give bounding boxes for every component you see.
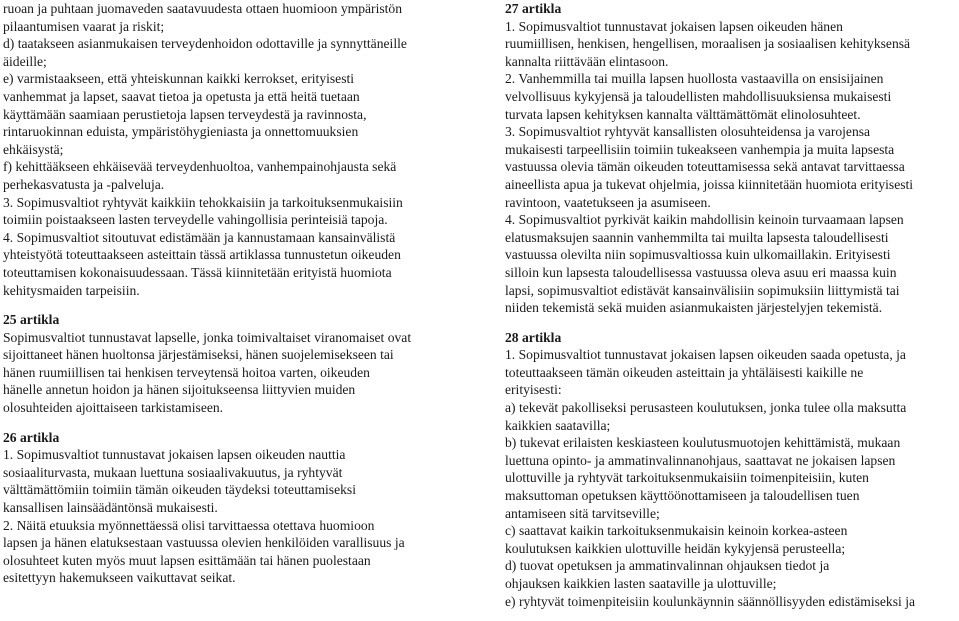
right-text-line: c) saattavat kaikin tarkoituksenmukaisin keinoin korkea-asteen [505, 523, 848, 539]
right-text-line: maksuttoman opetuksen käyttöönottamiseen ja taloudellisen tuen [505, 488, 860, 504]
left-text-line: esitettyyn hakemukseen vaikuttavat seikat. [3, 570, 236, 586]
left-text-line: 3. Sopimusvaltiot ryhtyvät kaikkiin tehokkaisiin ja tarkoituksenmukaisiin [3, 194, 403, 210]
paragraph-gap [3, 299, 455, 311]
right-text-line: luettuna opinto- ja ammatinvalinnanohjaus, saattavat ne jokaisen lapsen [505, 452, 896, 468]
left-text-line: e) varmistaakseen, että yhteiskunnan kaikki kerrokset, erityisesti [3, 71, 355, 87]
article-heading: 27 artikla [505, 1, 562, 16]
left-text-line: lapsen ja hänen elatuksestaan vastuussa olevien henkilöiden varallisuus ja [3, 535, 405, 551]
left-text-line: toteuttamisen kokonaisuudessaan. Tässä kiinnitetään erityistä huomiota [3, 264, 392, 280]
left-text-line: 1. Sopimusvaltiot tunnustavat jokaisen lapsen oikeuden nauttia [3, 447, 346, 463]
left-text-line: d) taatakseen asianmukaisen terveydenhoidon odottaville ja synnyttäneille [3, 36, 407, 52]
left-text-line: sosiaaliturvasta, mukaan luettuna sosiaalivakuutus, ja ryhtyvät [3, 464, 343, 480]
right-text-line: 3. Sopimusvaltiot ryhtyvät kansallisten olosuhteidensa ja varojensa [505, 124, 871, 140]
right-text-line: antamiseen sitä tarvitseville; [505, 505, 660, 521]
paragraph-gap [505, 317, 957, 329]
right-text-line: silloin kun lapsesta taloudellisessa vastuussa oleva asuu eri maassa kuin [505, 264, 897, 280]
left-text-line: 4. Sopimusvaltiot sitoutuvat edistämään ja kannustamaan kansainvälistä [3, 229, 396, 245]
right-text-line: kaikkien saatavilla; [505, 417, 611, 433]
right-text-line: erityisesti: [505, 382, 562, 398]
right-text-line: 2. Vanhemmilla tai muilla lapsen huollosta vastaavilla on ensisijainen [505, 71, 884, 87]
paragraph-gap [3, 417, 455, 429]
right-text-line: ulottuville ja ryhtyvät tarkoituksenmukaisiin toimenpiteisiin, kuten [505, 470, 869, 486]
right-text-line: velvollisuus kykyjensä ja taloudellisten mahdollisuuksiensa mukaisesti [505, 88, 892, 104]
left-text-line: ruoan ja puhtaan juomaveden saatavuudesta ottaen huomioon ympäristön [3, 1, 403, 16]
article-heading: 25 artikla [3, 312, 60, 328]
left-text-line: kansallisen lainsäädäntönsä mukaisesti. [3, 500, 218, 516]
left-text-line: olosuhteet kuten myös muut lapsen esittämään tai hänen puolestaan [3, 552, 371, 568]
left-text-line: käyttämään saamiaan perustietoja lapsen terveydestä ja ravinnosta, [3, 106, 367, 122]
right-text-line: 4. Sopimusvaltiot pyrkivät kaikin mahdollisin keinoin turvaamaan lapsen [505, 212, 904, 228]
left-column [3, 0, 455, 587]
right-text-line: e) ryhtyvät toimenpiteisiin koulunkäynnin säännöllisyyden edistämiseksi ja [505, 593, 916, 609]
right-text-line: elatusmaksujen saannin vanhemmilta tai muilta lapsesta taloudellisesti [505, 229, 889, 245]
right-text-line: vastuussa olevilta niin sopimusvaltiossa kuin ulkomaillakin. Erityisesti [505, 247, 891, 263]
left-text-line: hänen ruumiillisen tai henkisen terveytensä hoitoa varten, oikeuden [3, 364, 370, 380]
right-text-line: vastuussa olevia tämän oikeuden toteuttamisessa sekä antavat tarvittaessa [505, 159, 905, 175]
right-text-line: turvata lapsen kehityksen kannalta välttämättömät elinolosuhteet. [505, 106, 861, 122]
left-text-line: vanhemmat ja lapset, saavat tietoa ja opetusta ja että heitä tuetaan [3, 88, 360, 104]
left-text-line: yhteistyötä toteuttaakseen asteittain tässä artiklassa tunnustetun oikeuden [3, 247, 401, 263]
right-column [505, 0, 957, 610]
right-text-line: koulutuksen kaikkien ulottuville heidän kykyjensä perusteella; [505, 540, 846, 556]
left-text-line: olosuhteiden ajoittaiseen tarkistamiseen. [3, 400, 224, 416]
left-text-line: kehitysmaiden tarpeisiin. [3, 282, 140, 298]
left-text-line: Sopimusvaltiot tunnustavat lapselle, jonka toimivaltaiset viranomaiset ovat [3, 329, 412, 345]
left-text-line: perhekasvatusta ja -palveluja. [3, 176, 165, 192]
right-text-line: niiden tekemistä sekä muiden asianmukaisten järjestelyjen tekemistä. [505, 300, 883, 316]
left-text-line: hänelle annetun hoidon ja hänen sijoitukseensa liittyvien muiden [3, 382, 356, 398]
right-text-line: 1. Sopimusvaltiot tunnustavat jokaisen lapsen oikeuden hänen [505, 18, 843, 34]
left-text-line: 2. Näitä etuuksia myönnettäessä olisi tarvittaessa otettava huomioon [3, 517, 375, 533]
right-text-line: a) tekevät pakolliseksi perusasteen koulutuksen, jonka tulee olla maksutta [505, 400, 907, 416]
left-text-line: f) kehittääkseen ehkäisevää terveydenhuoltoa, vanhempainohjausta sekä [3, 159, 397, 175]
right-text-line: aineellista apua ja tukevat ohjelmia, joissa kiinnitetään huomiota erityisesti [505, 176, 914, 192]
right-text-line: ravintoon, vaatetukseen ja asumiseen. [505, 194, 711, 210]
right-text-line: toteuttaakseen tämän oikeuden asteittain ja yhtäläisesti kaikille ne [505, 364, 864, 380]
left-text-line: rintaruokinnan eduista, ympäristöhygieniasta ja onnettomuuksien [3, 124, 359, 140]
right-text-line: ohjauksen kaikkien lasten saataville ja ulottuville; [505, 576, 777, 591]
article-heading: 26 artikla [3, 429, 60, 445]
left-text-line: äideille; [3, 53, 47, 69]
left-text-line: sijoittaneet hänen huoltonsa järjestämiseksi, hänen suojelemisekseen tai [3, 347, 394, 363]
right-text-line: lapsi, sopimusvaltiot edistävät kansainvälisiin sopimuksiin liittymistä tai [505, 282, 900, 298]
right-text-line: b) tukevat erilaisten keskiasteen koulutusmuotojen kehittämistä, mukaan [505, 435, 901, 451]
left-text-line: toimiin poistaakseen lasten terveydelle vahingollisia perinteisiä tapoja. [3, 212, 388, 228]
right-text-line: ruumiillisen, henkisen, hengellisen, moraalisen ja sosiaalisen kehityksensä [505, 36, 911, 52]
left-text-line: välttämättömiin toimiin tämän oikeuden täydeksi toteuttamiseksi [3, 482, 356, 498]
right-text-line: 1. Sopimusvaltiot tunnustavat jokaisen lapsen oikeuden saada opetusta, ja [505, 347, 906, 363]
right-text-line: d) tuovat opetuksen ja ammatinvalinnan ohjauksen tiedot ja [505, 558, 830, 574]
left-text-line: pilaantumisen vaarat ja riskit; [3, 18, 165, 34]
left-text-line: ehkäisystä; [3, 141, 64, 157]
right-text-line: mukaisesti tarpeellisiin toimiin tukeakseen vanhempia ja muita lapsesta [505, 141, 895, 157]
right-text-line: kannalta riittävään elintasoon. [505, 53, 669, 69]
article-heading: 28 artikla [505, 329, 562, 345]
